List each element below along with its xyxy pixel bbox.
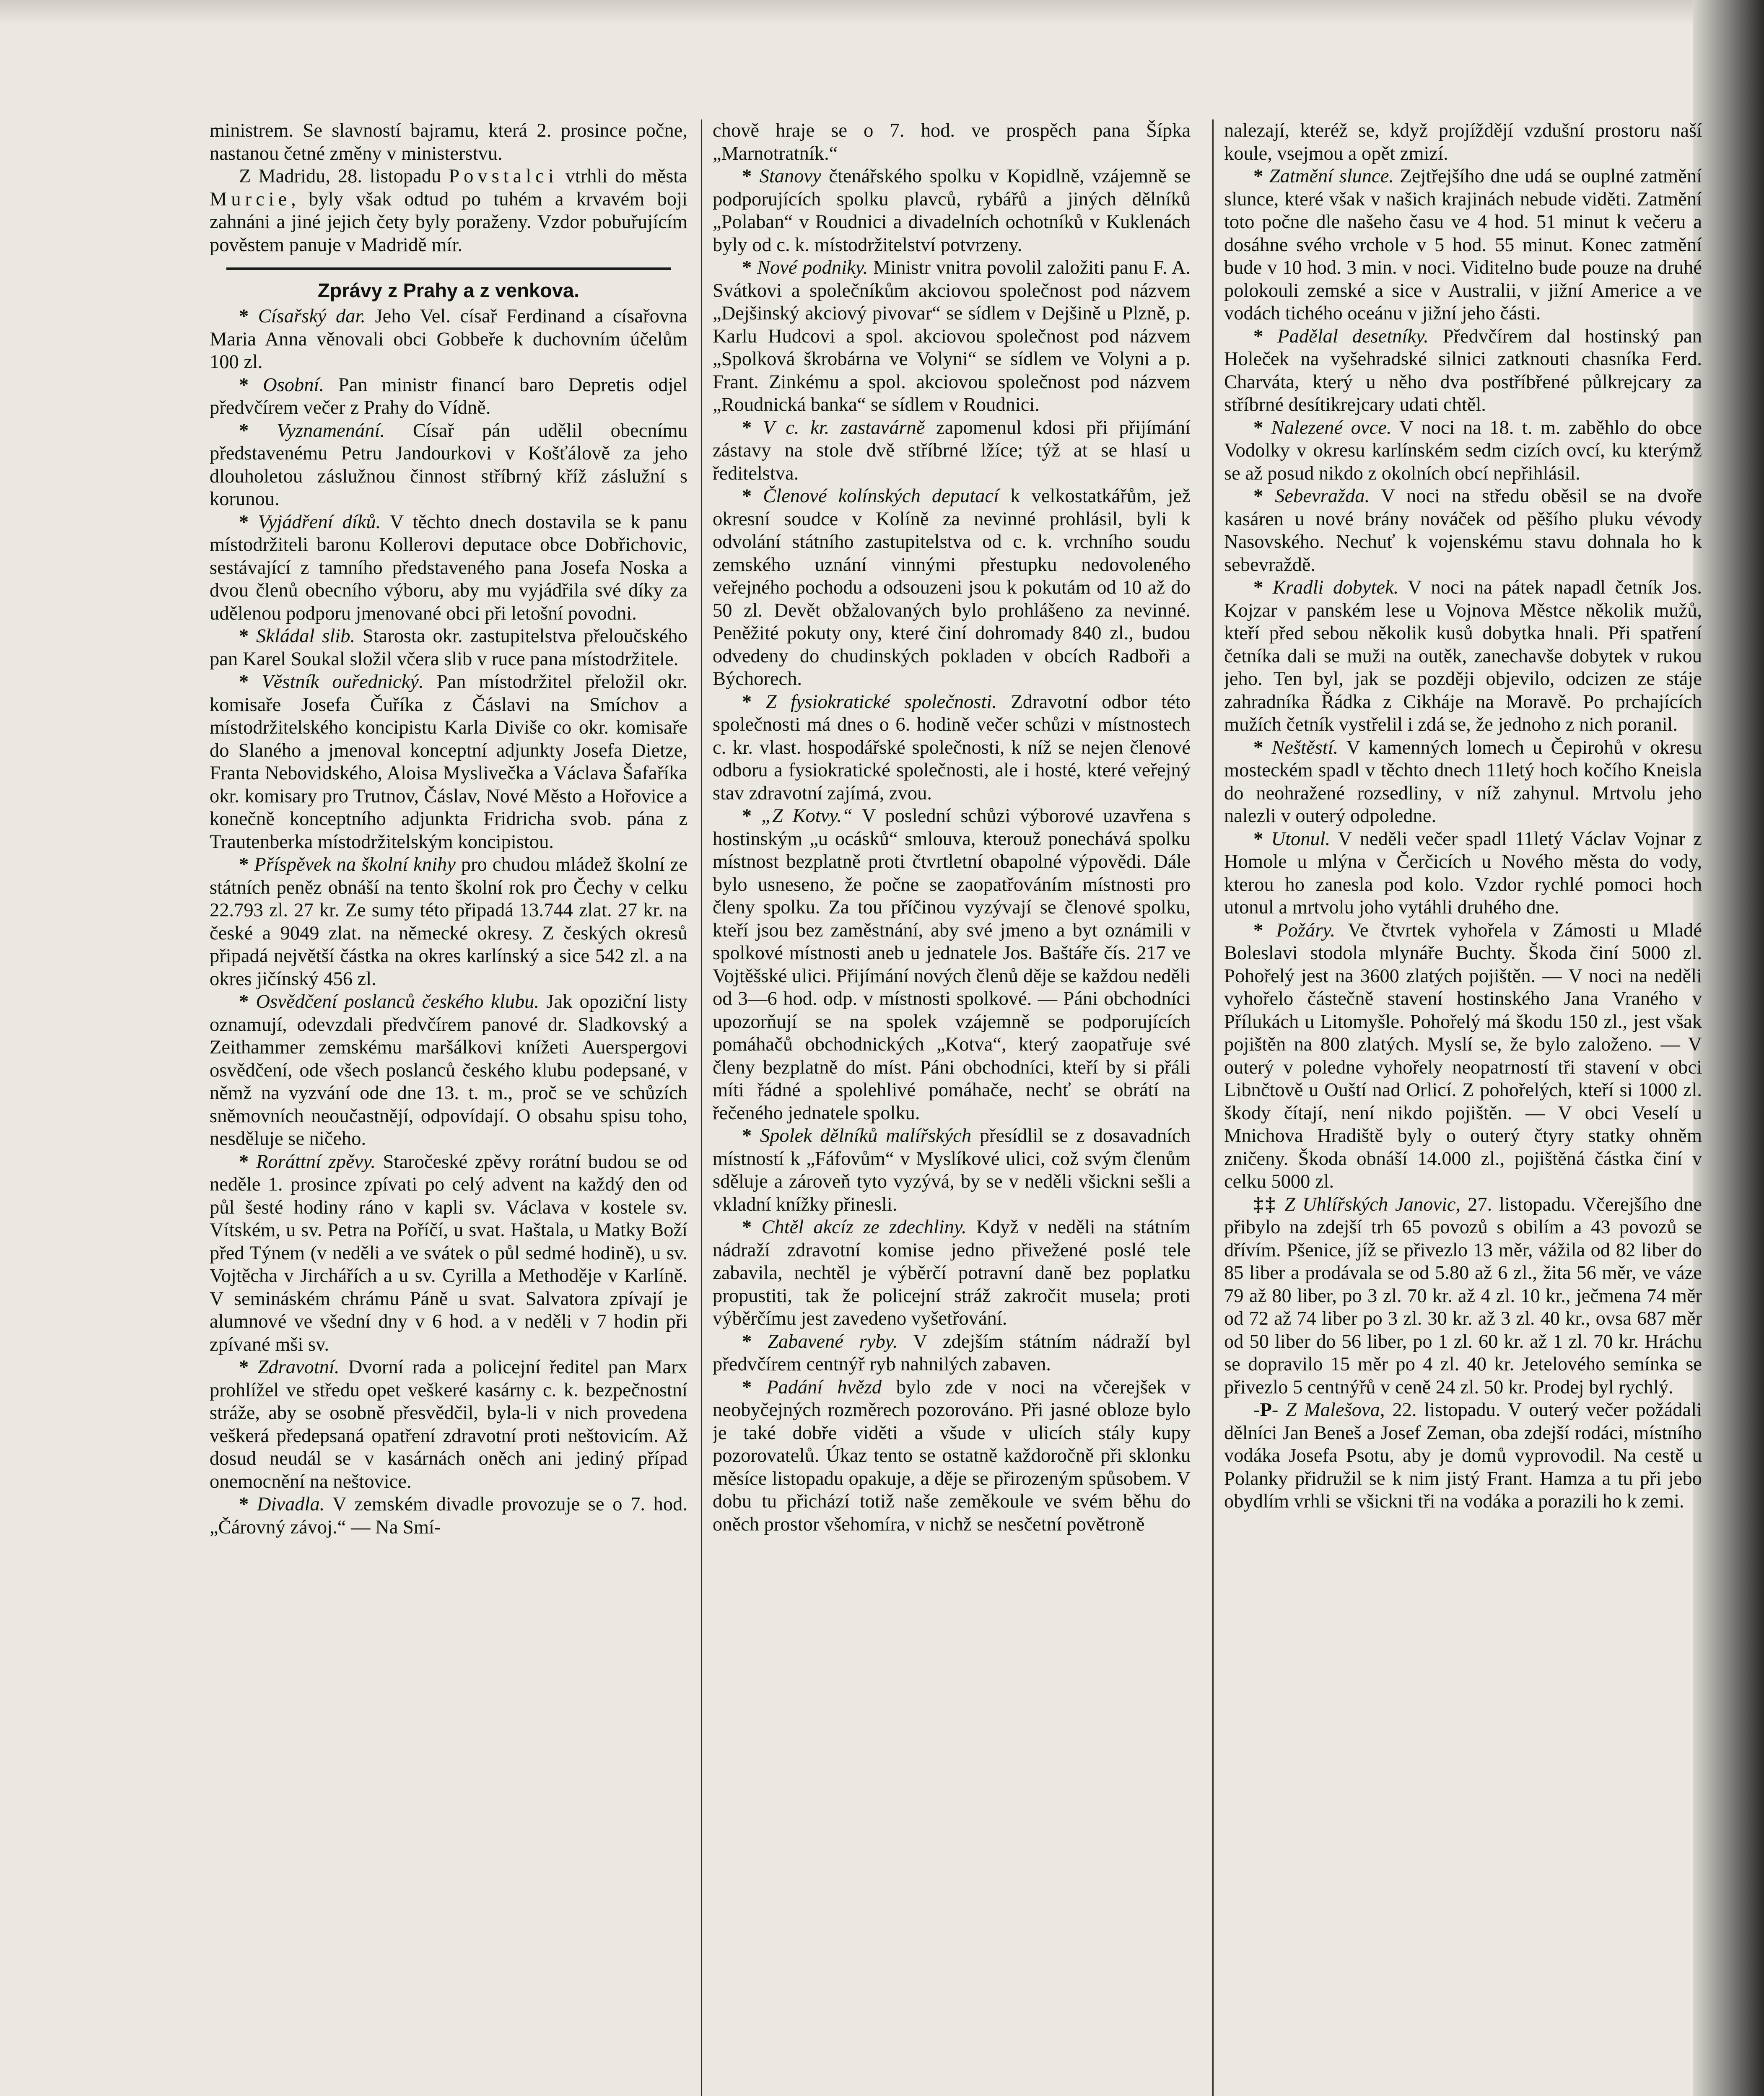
news-item (713, 485, 1191, 691)
item-title: Císařský dar. (258, 306, 366, 327)
item-bullet: * (1253, 828, 1271, 850)
column-rule-2 (1212, 119, 1214, 2096)
item-text: V zemském divadle provozuje se o 7. hod. „Čárovný závoj.“ — Na Smí- (210, 1494, 687, 1538)
item-text: Starosta okr. zastupitelstva přeloučského pan Karel Soukal složil včera slib v ruce pana místodržitele. (210, 625, 687, 670)
item-bullet: * (239, 671, 262, 693)
column-2 (713, 119, 1191, 2096)
item-title: Divadla. (257, 1494, 325, 1515)
news-item (713, 1376, 1191, 1536)
column-1-items (210, 305, 687, 1539)
item-text: V noci na pátek napadl četník Jos. Kojzar v panském lese u Vojnova Městce několik mužů, kteří před sebou několik kusů dobytka hnali. Při spatření četníka dali se muži na outěk, zanechavše dobytek v rukou jeho. Ten byl, jak se později objevilo, odcizen ze stáje zahradníka Řádka z Cikháje na Moravě. Po prchajících mužích četník vystřelil i zdá se, že jednoho z nich poranil. (1224, 577, 1702, 735)
news-item (1224, 919, 1702, 1193)
madrid-text: vtrhli do města (558, 166, 687, 187)
item-bullet: * (742, 417, 763, 438)
item-title: Spolek dělníků malířských (760, 1125, 972, 1147)
item-title: Padání hvězd (766, 1376, 882, 1398)
item-bullet: * (742, 1376, 767, 1398)
news-item (1224, 1399, 1702, 1513)
item-title: Chtěl akcíz ze zdechliny. (761, 1217, 967, 1238)
item-bullet: * (742, 1217, 762, 1238)
item-bullet: * (239, 854, 254, 875)
item-title: Osobní. (263, 374, 324, 396)
item-title: Utonul. (1271, 828, 1331, 850)
item-bullet: * (1253, 485, 1275, 507)
news-item (210, 625, 687, 671)
item-bullet: * (239, 1151, 256, 1173)
item-text: V neděli večer spadl 11letý Václav Vojnar z Homole u mlýna v Čerčicích u Nového města do vody, kterou ho zanesla pod kolo. Vzdor rychlé pomoci hoch utonul a mrtvolu joho vytáhli druhého dne. (1224, 828, 1702, 918)
news-item (210, 853, 687, 991)
item-bullet: * (742, 691, 766, 713)
item-bullet: * (239, 1357, 258, 1378)
item-text: pro chudou mládež školní ze státních peněz obnáší na tento školní rok pro Čechy v celku 22.793 zl. 27 kr. Ze sumy této připadá 13.744 zlat. 27 kr. na české a 9049 zlat. na německé okresy. Z českých okresů připadá největší částka na okres karlínský a sice 542 zl. a na okres jičínský 456 zl. (210, 854, 687, 990)
item-text: Císař pán udělil obecnímu představenému Petru Jandourkovi v Košťálově za jeho dlouholetou záslužnou činnost stříbrný kříž záslužní s korunou. (210, 420, 687, 510)
column-3-items (1224, 165, 1702, 1513)
item-text: Dvorní rada a policejní ředitel pan Marx prohlížel ve středu opet veškeré kasárny c. k. bezpečnostní stráže, aby se osobně přesvědčil, byla-li v nich provedena veškerá předepsaná opatření zdravotní proti neštovicím. Až dosud neudál se v kasárnách oněch ani jediný případ onemocnění na neštovice. (210, 1357, 687, 1492)
item-bullet: * (1253, 166, 1269, 187)
news-item (210, 374, 687, 420)
news-item (210, 1493, 687, 1539)
news-item (1224, 325, 1702, 417)
item-title: V c. kr. zastavárně (763, 417, 925, 438)
news-item (1224, 576, 1702, 737)
item-title: Skládal slib. (256, 625, 355, 647)
item-text: Jeho Vel. císař Ferdinand a císařovna Maria Anna věnovali obci Gobbeře k duchovním účelům 100 zl. (210, 306, 687, 373)
item-title: Sebevražda. (1275, 485, 1370, 507)
madrid-spaced-word-2: Murcie (210, 188, 291, 210)
item-text: V poslední schůzi výborové uzavřena s hostinským „u ocásků“ smlouva, kterouž ponechává spolku místnost bezplatně proti čtvrtletní obapolné výpovědi. Dále bylo usneseno, že počne se zaopatřováním místnosti pro členy spolku. Za tou příčinou vyzývají se členové spolku, kteří jsou bez zaměstnání, aby své jmeno a byt oznámili v spolkové místnosti aneb u jednatele Jos. Baštáře čís. 217 ve Vojtěšské ulici. Přijímání nových členů děje se každou neděli od 3—6 hod. odp. v místnosti spolkové. — Páni obchodníci upozorňují se na spolek vzájemně se podporujících pomáhačů obchodnických „Kotva“, který zaopatřuje své členy bezplatně do míst. Páni obchodníci, kteří by si přáli míti řádné a spolehlivé pomáhače, nechť se obrátí na řečeného jednatele spolku. (713, 805, 1191, 1124)
scan-top-shadow (0, 0, 1764, 25)
item-text: k velkostatkářům, jež okresní soudce v Kolíně za nevinné prohlásil, byli k odvolání státního zastupitelstva od c. k. vrchního soudu zemského uznání vinnými přestupku nedovoleného veřejného pochodu a odsouzeni jsou k pokutám od 10 až do 50 zl. Devět obžalovaných bylo prohlášeno za nevinné. Peněžité pokuty ony, které činí dohromady 840 zl., budou odvedeny do chudinských pokladen v obcích Radboři a Býchorech. (713, 485, 1191, 690)
item-bullet: * (742, 1331, 768, 1352)
column-2-lead: chově hraje se o 7. hod. ve prospěch pana Šípka „Marnotratník.“ (713, 120, 1191, 164)
news-item (713, 1331, 1191, 1376)
item-bullet: * (1253, 919, 1276, 941)
item-bullet: * (239, 306, 258, 327)
news-item (713, 1216, 1191, 1331)
item-title: Padělal desetníky. (1277, 325, 1429, 347)
item-title: Zatmění slunce. (1269, 166, 1394, 187)
item-bullet: * (1253, 325, 1278, 347)
item-text: Ve čtvrtek vyhořela v Zámosti u Mladé Boleslavi stodola mlynáře Buchty. Škoda činí 5000 zl. Pohořelý jest na 3600 zlatých pojištěn. — V noci na neděli vyhořelo částečně stavení hostinského Jana Vraného v Přílukách u Litomyšle. Pohořelý má škodu 150 zl., jest však pojištěn na 800 zlatých. Myslí se, že bylo založeno. — V outerý v poledne vyhořely neopatrností tři stavení v obci Libnčtově u Ouští nad Orlicí. Z pohořelých, kteří si 1000 zl. škody čítají, není nikdo pojištěn. — V obci Veselí u Mnichova Hradiště byly o outerý čtyry statky ohněm zničeny. Škoda obnáší 14.000 zl., pojištěná částka činí v celku 5000 zl. (1224, 919, 1702, 1192)
news-item (210, 991, 687, 1151)
item-text: V těchto dnech dostavila se k panu místodržiteli baronu Kollerovi deputace obce Dobřichovic, sestávající z tamního představeného pana Josefa Noska a dvou členů obecního výboru, aby mu vyjádřila své díky za udělenou podporu jmenované obci při letošní povodni. (210, 511, 687, 624)
column-2-items (713, 165, 1191, 1536)
item-text: V kamenných lomech u Čepirohů v okresu mosteckém spadl v těchto dnech 11letý hoch kočího Kneisla do neohražené rozsedliny, v níž zahynul. Mrtvolu jeho nalezli v outerý odpoledne. (1224, 737, 1702, 827)
scan-right-edge (1693, 0, 1764, 2096)
paragraph-ministry: ministrem. Se slavností bajramu, která 2. prosince počne, nastanou četné změny v ministerstvu. (210, 120, 687, 164)
item-text: Ministr vnitra povolil založiti panu F. A. Svátkovi a společníkům akciovou společnost pod názvem „Dejšinský akciový pivovar“ se sídlem v Dejšině u Plzně, p. Karlu Hudcovi a spol. akciovou společnost pod názvem „Spolková škrobárna ve Volyni“ se sídlem ve Volyni a p. Frant. Zinkému a spol. akciovou společnost pod názvem „Roudnická banka“ se sídlem v Roudnici. (713, 257, 1191, 415)
madrid-spaced-word: Povstalci (449, 166, 558, 187)
item-text: V noci na 18. t. m. zaběhlo do obce Vodolky v okresu karlínském sedm cizích ovcí, ku kterýmž se až posud nikdo z okolních obcí nepřihlásil. (1224, 417, 1702, 484)
item-bullet: * (1253, 737, 1272, 758)
section-heading: Zprávy z Prahy a z venkova. (317, 279, 580, 301)
news-item (1224, 165, 1702, 325)
news-item (210, 671, 687, 853)
item-text: Předvčírem dal hostinský pan Holeček na vyšehradské silnici zatknouti chasníka Ferd. Charváta, který u něho dva postříbřené půlkrejcary za stříbrné desítikrejcary udati chtěl. (1224, 325, 1702, 415)
item-text: 27. listopadu. Včerejšího dne přibylo na zdejší trh 65 povozů s obilím a 43 povozů se dřívím. Pšenice, jíž se přivezlo 13 měr, vážila od 82 liber do 85 liber a prodávala se od 5.80 až 6 zl., žita 56 měr, ve váze 79 až 80 liber, po 3 zl. 70 kr. až 4 zl. 10 kr., ječmena 74 měr od 72 až 74 liber po 3 zl. 30 kr. až 3 zl. 40 kr., ovsa 687 měr od 50 liber do 56 liber, po 1 zl. 60 kr. až 1 zl. 70 kr. Hráchu se dopravilo 15 měr po 4 zl. 40 kr. Jetelového semínka se přivezlo 5 centnýřů v ceně 24 zl. 50 kr. Prodej byl rychlý. (1224, 1193, 1702, 1398)
item-bullet: -P- (1253, 1399, 1286, 1421)
item-text: Jak opoziční listy oznamují, odevzdali předvčírem panové dr. Sladkovský a Zeithammer zemskému maršálkovi knížeti Auerspergovi osvědčení, ode všech poslanců českého klubu podepsané, v němž na vyzvání ode dne 13. t. m., proč se ve schůzích sněmovních neoučastnějí, odpovídají. O obsahu spisu toho, nesděluje se ničeho. (210, 991, 687, 1149)
news-item (1224, 1193, 1702, 1399)
item-bullet: * (239, 1494, 257, 1515)
column-rule-1 (701, 119, 702, 2096)
news-item (713, 805, 1191, 1125)
item-title: Roráttní zpěvy. (256, 1151, 376, 1173)
item-text: čtenářského spolku v Kopidlně, vzájemně se podporujících spolku plavců, rybářů a jiných dělníků „Polaban“ v Roudnici a divadelních ochotníků v Kuklenách byly od c. k. místodržitelství potvrzeny. (713, 166, 1191, 256)
item-text: 22. listopadu. V outerý večer požádali dělníci Jan Beneš a Josef Zeman, oba zdejší rodáci, místního vodáka Josefa Psotu, aby je domů vyprovodil. Na cestě u Polanky přidružil se k nim jistý Frant. Hamza a tu při jebo obydlím vrhli se všickni tři na vodáka a porazili ho k zemi. (1224, 1399, 1702, 1512)
item-bullet: * (1253, 417, 1271, 438)
news-item (713, 1125, 1191, 1216)
news-item (1224, 485, 1702, 576)
item-title: Věstník ouřednický. (262, 671, 424, 693)
news-item (210, 1356, 687, 1493)
item-title: Zdravotní. (257, 1357, 340, 1378)
item-bullet: * (239, 625, 257, 647)
item-bullet: * (239, 420, 277, 441)
news-item (713, 165, 1191, 257)
item-bullet: * (742, 1125, 760, 1147)
item-text: bylo zde v noci na včerejšek v neobyčejných rozměrech pozorováno. Při jasné obloze bylo je také dobře viděti a všude v ulicích stály kupy pozorovatelů. Úkaz tento se ostatně každoročně při sklonku měsíce listopadu opakuje, a děje se přirozeným spůsobem. V dobu tu přichází totiž naše zeměkoule ve svém běhu do oněch prostor všehomíra, v nichž se nesčetní povětroně (713, 1376, 1191, 1535)
item-title: Zabavené ryby. (768, 1331, 898, 1352)
item-bullet: * (742, 257, 757, 278)
news-item (210, 1151, 687, 1357)
item-text: Když v neděli na státním nádraží zdravotní komise jedno přivežené poslé tele zabavila, nechtěl je výběrčí potravní daně bez poplatku propustiti, tak že policejní stráž zakročit musela; proti výběrčímu jest zavedeno vyšetřování. (713, 1217, 1191, 1329)
item-text: V noci na středu oběsil se na dvoře kasáren u nové brány nováček od pěšího pluku vévody Nasovského. Nechuť k vojenskému stavu dohnala ho k sebevraždě. (1224, 485, 1702, 576)
item-text: přesídlil se z dosavadních místností k „Fáfovům“ v Myslíkové ulici, což svým členům sděluje a zároveň tyto vyzývá, by se v neděli všickni sešli a vkladní knížky přinesli. (713, 1125, 1191, 1215)
item-title: Osvědčení poslanců českého klubu. (256, 991, 539, 1012)
item-title: Kradli dobytek. (1272, 577, 1399, 598)
newspaper-page (210, 119, 1702, 2096)
news-item (210, 305, 687, 374)
news-item (713, 691, 1191, 805)
item-title: Členové kolínských deputací (763, 485, 999, 507)
item-bullet: * (742, 805, 761, 827)
item-bullet: ‡‡ (1253, 1193, 1285, 1215)
section-divider (226, 267, 671, 270)
paragraph-madrid (210, 165, 687, 257)
item-title: Vyznamenání. (277, 420, 385, 441)
item-bullet: * (742, 166, 760, 187)
item-text: V zdejším státním nádraží byl předvčírem centnýř ryb nahnilých zabaven. (713, 1331, 1191, 1375)
item-text: Staročeské zpěvy rorátní budou se od neděle 1. prosince zpívati po celý advent na každý den od půl šesté hodiny ráno v kapli sv. Václava v kostele sv. Vítském, u sv. Petra na Poříčí, u svat. Haštala, u Matky Boží před Týnem (v neděli a ve svátek o půl sedmé hodině), u sv. Vojtěcha v Jirchářích a u sv. Cyrilla a Methoděje v Karlíně. V semináském chrámu Páně u svat. Salvatora zpívají je alumnové ve všední dny v 6 hod. a v neděli v 7 hodin při zpívané mši sv. (210, 1151, 687, 1355)
item-title: Požáry. (1276, 919, 1336, 941)
column-3 (1224, 119, 1702, 2096)
item-bullet: * (742, 485, 763, 507)
news-item (713, 257, 1191, 417)
item-title: Z Uhlířských Janovic, (1284, 1193, 1461, 1215)
madrid-dateline: Z Madridu, 28. listopadu (239, 166, 449, 187)
item-bullet: * (239, 374, 263, 396)
item-text: Pan ministr financí baro Depretis odjel předvčírem večer z Prahy do Vídně. (210, 374, 687, 418)
news-item (210, 420, 687, 511)
item-bullet: * (239, 511, 258, 533)
item-title: Příspěvek na školní knihy (254, 854, 456, 875)
item-title: Z fysiokratické společnosti. (765, 691, 997, 713)
news-item (1224, 737, 1702, 828)
item-title: Neštěstí. (1271, 737, 1339, 758)
column-3-lead: nalezají, kteréž se, když projíždějí vzdušní prostoru naší koule, vsejmou a opět zmizí. (1224, 120, 1702, 164)
item-text: Pan místodržitel přeložil okr. komisaře Josefa Čuříka z Čáslavi na Smíchov a místodržitelského koncipistu Karla Diviše co okr. komisaře do Slaného a jmenoval konceptní adjunkty Josefa Dietze, Franta Nebovidského, Aloisa Myslivečka a Václava Šafaříka okr. komisary pro Trutnov, Čáslav, Nové Město a Hořovice a konečně konceptního adjunkta Fridricha svob. pána z Trautenberka místodržitelským koncipistou. (210, 671, 687, 853)
item-text: Zdravotní odbor této společnosti má dnes o 6. hodině večer schůzi v místnostech c. kr. vlast. hospodářské společnosti, k níž se nejen členové odboru a fysiokratické společnosti, ale i hosté, které veřejný stav zdravotní zajímá, zvou. (713, 691, 1191, 804)
item-title: Nové podniky. (757, 257, 868, 278)
news-item (713, 417, 1191, 485)
news-item (1224, 828, 1702, 919)
item-title: Stanovy (759, 166, 821, 187)
item-title: Vyjádření díků. (258, 511, 381, 533)
column-1 (210, 119, 687, 2096)
madrid-text-2: , byly však odtud po tuhém a krvavém boji zahnáni a jiné jejich čety byly poraženy. Vzdor pobuřujícím pověstem panuje v Madridě mír. (210, 188, 687, 256)
item-title: Z Malešova, (1286, 1399, 1385, 1421)
news-item (1224, 417, 1702, 485)
item-text: Zejtřejšího dne udá se ouplné zatmění slunce, které však v našich krajinách nebude viděti. Zatmění toto počne dle našeho času ve 4 hod. 51 minut k večeru a dosáhne svého vrchole v 5 hod. 55 minut. Konec zatmění bude v 10 hod. 3 min. v noci. Viditelno bude pouze na druhé polokouli zemské a sice v Australii, v jižní Americe a ve vodách tichého oceánu v jižní jeho části. (1224, 166, 1702, 324)
news-item (210, 511, 687, 625)
item-bullet: * (1253, 577, 1273, 598)
item-text: zapomenul kdosi při přijímání zástavy na stole dvě stříbrné lžíce; týž at se hlasí u ředitelstva. (713, 417, 1191, 484)
item-bullet: * (239, 991, 256, 1012)
item-title: „Z Kotvy.“ (761, 805, 853, 827)
item-title: Nalezené ovce. (1271, 417, 1392, 438)
